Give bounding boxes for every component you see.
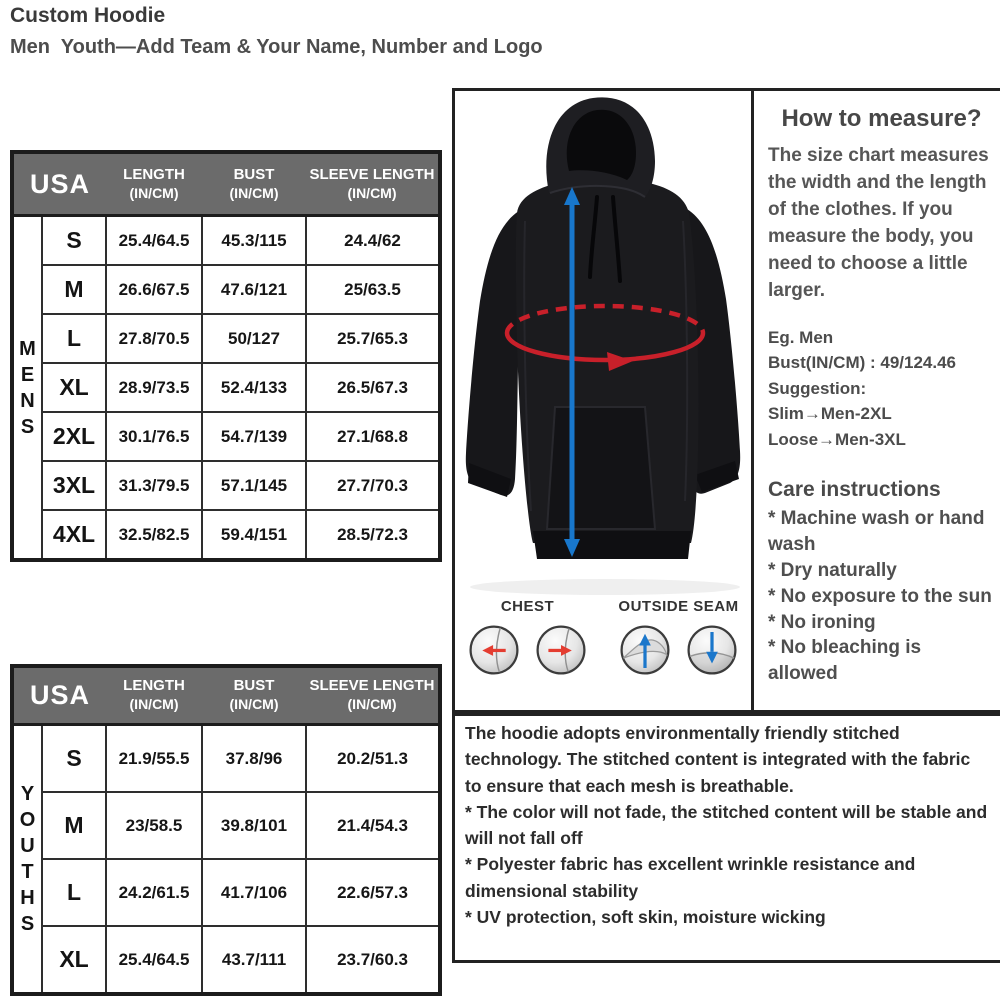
size-cell: S — [42, 725, 106, 793]
size-row — [12, 792, 440, 859]
chest-measure-left-icon — [467, 623, 521, 677]
example-line: Loose→Men-3XL — [768, 429, 906, 449]
size-row — [12, 216, 440, 266]
fabric-description-line: The hoodie adopts environmentally friendly stitched technology. The stitched content is integrated with the fabric to ensure that each mesh is breathable. — [465, 723, 971, 796]
length-cell: 30.1/76.5 — [106, 412, 202, 461]
length-cell: 31.3/79.5 — [106, 461, 202, 510]
sleeve-label: SLEEVE LENGTH — [309, 677, 435, 695]
bust-cell: 54.7/139 — [202, 412, 306, 461]
sleeve-label: SLEEVE LENGTH — [309, 165, 435, 183]
length-label: LENGTH — [123, 165, 185, 183]
hoodie-photo-panel — [452, 88, 754, 713]
fabric-description-line: * UV protection, soft skin, moisture wicking — [465, 906, 826, 927]
group-label: Y O U T H S — [12, 725, 42, 995]
how-to-measure-panel — [751, 88, 1000, 713]
size-row — [12, 725, 440, 793]
col-header-bust — [202, 666, 306, 725]
sleeve-cell: 27.7/70.3 — [306, 461, 440, 510]
fabric-description-line: * The color will not fade, the stitched content will be stable and will not fall off — [465, 801, 988, 848]
bust-cell: 37.8/96 — [202, 725, 306, 793]
size-cell: M — [42, 265, 106, 314]
sleeve-cell: 25/63.5 — [306, 265, 440, 314]
sleeve-cell: 20.2/51.3 — [306, 725, 440, 793]
fabric-description-line: * Polyester fabric has excellent wrinkle resistance and dimensional stability — [465, 854, 916, 901]
col-header-usa — [12, 666, 106, 725]
size-cell: XL — [42, 926, 106, 994]
size-cell: S — [42, 216, 106, 266]
youths-size-table — [10, 664, 442, 996]
bust-unit: (IN/CM) — [229, 696, 279, 713]
floor-shadow — [470, 579, 740, 595]
care-item: * No ironing — [768, 611, 876, 633]
length-cell: 25.4/64.5 — [106, 926, 202, 994]
sleeve-cell: 26.5/67.3 — [306, 363, 440, 412]
size-cell: L — [42, 859, 106, 926]
size-cell: 2XL — [42, 412, 106, 461]
bust-unit: (IN/CM) — [229, 184, 279, 201]
care-item: * Dry naturally — [768, 559, 897, 581]
sleeve-cell: 28.5/72.3 — [306, 510, 440, 560]
chest-icon-group — [467, 598, 588, 677]
outside-seam-icon-group — [618, 598, 739, 677]
size-row — [12, 314, 440, 363]
sleeve-cell: 24.4/62 — [306, 216, 440, 266]
col-header-bust — [202, 152, 306, 216]
size-row — [12, 926, 440, 994]
length-cell: 25.4/64.5 — [106, 216, 202, 266]
bust-cell: 45.3/115 — [202, 216, 306, 266]
mens-size-table — [10, 150, 442, 562]
size-cell: 3XL — [42, 461, 106, 510]
length-unit: (IN/CM) — [129, 184, 179, 201]
col-header-usa — [12, 152, 106, 216]
bust-cell: 41.7/106 — [202, 859, 306, 926]
hoodie-illustration — [455, 91, 751, 596]
size-cell: M — [42, 792, 106, 859]
chest-label: CHEST — [500, 598, 555, 615]
size-cell: XL — [42, 363, 106, 412]
sleeve-cell: 21.4/54.3 — [306, 792, 440, 859]
bust-cell: 43.7/111 — [202, 926, 306, 994]
care-item: * Machine wash or hand wash — [768, 508, 985, 556]
fabric-description-panel — [452, 713, 1000, 963]
sleeve-cell: 27.1/68.8 — [306, 412, 440, 461]
outside-seam-label: OUTSIDE SEAM — [618, 598, 739, 615]
length-cell: 23/58.5 — [106, 792, 202, 859]
bust-label: BUST — [233, 677, 275, 695]
care-instructions-list — [768, 506, 995, 687]
bust-label: BUST — [233, 165, 275, 183]
sleeve-cell: 25.7/65.3 — [306, 314, 440, 363]
measure-description: The size chart measures the width and the length of the clothes. If you measure the body, you need to choose a little larger. — [768, 145, 989, 301]
example-line: Suggestion: — [768, 378, 867, 398]
left-sleeve — [466, 211, 521, 496]
size-row — [12, 265, 440, 314]
bust-cell: 47.6/121 — [202, 265, 306, 314]
outside-seam-down-icon — [685, 623, 739, 677]
length-cell: 26.6/67.5 — [106, 265, 202, 314]
mens-table-header-row — [12, 152, 440, 216]
care-instructions-heading: Care instructions — [768, 478, 941, 502]
col-header-sleeve-length — [306, 152, 440, 216]
size-cell: 4XL — [42, 510, 106, 560]
length-cell: 27.8/70.5 — [106, 314, 202, 363]
care-item: * No exposure to the sun — [768, 585, 992, 607]
sleeve-cell: 23.7/60.3 — [306, 926, 440, 994]
usa-label: USA — [30, 168, 91, 199]
sleeve-unit: (IN/CM) — [347, 184, 397, 201]
measure-icons-area — [455, 598, 751, 677]
sleeve-cell: 22.6/57.3 — [306, 859, 440, 926]
bust-cell: 39.8/101 — [202, 792, 306, 859]
size-row — [12, 461, 440, 510]
bust-cell: 50/127 — [202, 314, 306, 363]
group-label: M E N S — [12, 216, 42, 561]
col-header-length — [106, 152, 202, 216]
size-row — [12, 510, 440, 560]
length-cell: 28.9/73.5 — [106, 363, 202, 412]
outside-seam-up-icon — [618, 623, 672, 677]
kangaroo-pocket — [547, 407, 655, 529]
col-header-length — [106, 666, 202, 725]
how-to-measure-heading: How to measure? — [781, 105, 982, 132]
sizing-example-block — [768, 325, 995, 453]
length-cell: 24.2/61.5 — [106, 859, 202, 926]
sleeve-unit: (IN/CM) — [347, 696, 397, 713]
bust-cell: 52.4/133 — [202, 363, 306, 412]
chest-measure-right-icon — [534, 623, 588, 677]
youths-table-header-row — [12, 666, 440, 725]
col-header-sleeve-length — [306, 666, 440, 725]
size-cell: L — [42, 314, 106, 363]
bust-cell: 57.1/145 — [202, 461, 306, 510]
example-line: Slim→Men-2XL — [768, 404, 892, 424]
usa-label: USA — [30, 680, 91, 710]
bust-cell: 59.4/151 — [202, 510, 306, 560]
care-item: * No bleaching is allowed — [768, 637, 922, 685]
page-subtitle: Men Youth—Add Team & Your Name, Number and Logo — [10, 36, 543, 58]
length-unit: (IN/CM) — [129, 696, 179, 713]
size-row — [12, 859, 440, 926]
length-label: LENGTH — [123, 677, 185, 695]
example-line: Bust(IN/CM) : 49/124.46 — [768, 353, 956, 373]
size-row — [12, 363, 440, 412]
hem-band — [533, 531, 691, 559]
page-title: Custom Hoodie — [10, 4, 166, 27]
size-row — [12, 412, 440, 461]
example-line: Eg. Men — [768, 327, 834, 347]
length-cell: 21.9/55.5 — [106, 725, 202, 793]
length-cell: 32.5/82.5 — [106, 510, 202, 560]
